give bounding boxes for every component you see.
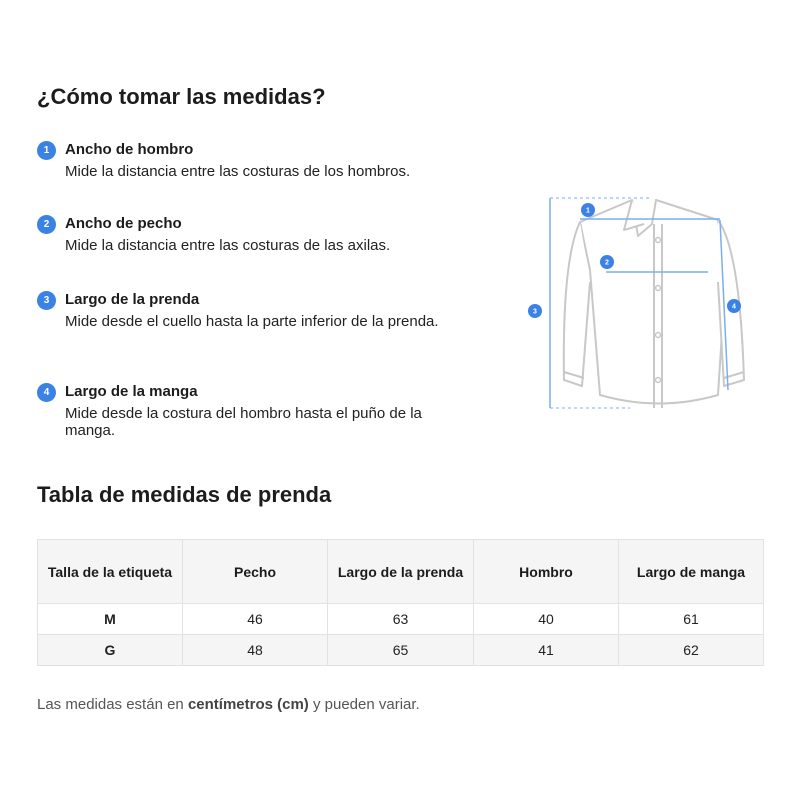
shirt-diagram	[520, 190, 760, 420]
size-table	[37, 539, 764, 666]
table-row	[38, 604, 764, 635]
table-cell: 63	[328, 604, 474, 635]
table-cell: 40	[474, 604, 619, 635]
shirt-outline-icon	[564, 200, 744, 408]
step-length	[37, 290, 457, 382]
header-chest: Pecho	[183, 540, 328, 604]
step-shoulder	[37, 140, 457, 214]
step-title: Largo de la manga	[65, 383, 198, 400]
step-number-badge: 4	[37, 383, 56, 402]
step-description: Mide la distancia entre las costuras de los hombros.	[65, 163, 411, 180]
marker-2-label: 2	[605, 259, 609, 267]
table-cell: 46	[183, 604, 328, 635]
units-note-start: Las medidas están en	[37, 696, 188, 713]
guide-title: ¿Cómo tomar las medidas?	[37, 84, 326, 109]
marker-4-label: 4	[732, 303, 736, 311]
table-cell-size: M	[38, 604, 183, 635]
step-number-badge: 3	[37, 291, 56, 310]
table-cell-size: G	[38, 635, 183, 666]
units-note-end: y pueden variar.	[308, 696, 420, 713]
units-note-bold: centímetros (cm)	[187, 696, 309, 713]
step-sleeve	[37, 382, 457, 439]
header-length: Largo de la prenda	[328, 540, 474, 604]
header-shoulder: Hombro	[474, 540, 619, 604]
step-chest	[37, 214, 457, 290]
step-description: Mide desde el cuello hasta la parte inferior de la prenda.	[65, 313, 439, 330]
table-row	[38, 635, 764, 666]
header-size-label: Talla de la etiqueta	[38, 540, 183, 604]
table-cell: 62	[619, 635, 764, 666]
marker-1-label: 1	[586, 207, 590, 215]
table-cell: 65	[328, 635, 474, 666]
table-cell: 48	[183, 635, 328, 666]
table-cell: 41	[474, 635, 619, 666]
step-title: Ancho de pecho	[65, 215, 182, 232]
step-description: Mide la distancia entre las costuras de las axilas.	[65, 237, 391, 254]
step-description: Mide desde la costura del hombro hasta el puño de la manga.	[65, 405, 422, 439]
step-title: Ancho de hombro	[65, 141, 194, 158]
table-title: Tabla de medidas de prenda	[37, 482, 332, 507]
measurement-steps	[37, 140, 457, 439]
marker-3-label: 3	[533, 308, 537, 316]
step-title: Largo de la prenda	[65, 291, 200, 308]
header-sleeve: Largo de manga	[619, 540, 764, 604]
step-number-badge: 1	[37, 141, 56, 160]
step-number-badge: 2	[37, 215, 56, 234]
table-cell: 61	[619, 604, 764, 635]
units-note	[37, 696, 420, 713]
table-header-row	[38, 540, 764, 604]
